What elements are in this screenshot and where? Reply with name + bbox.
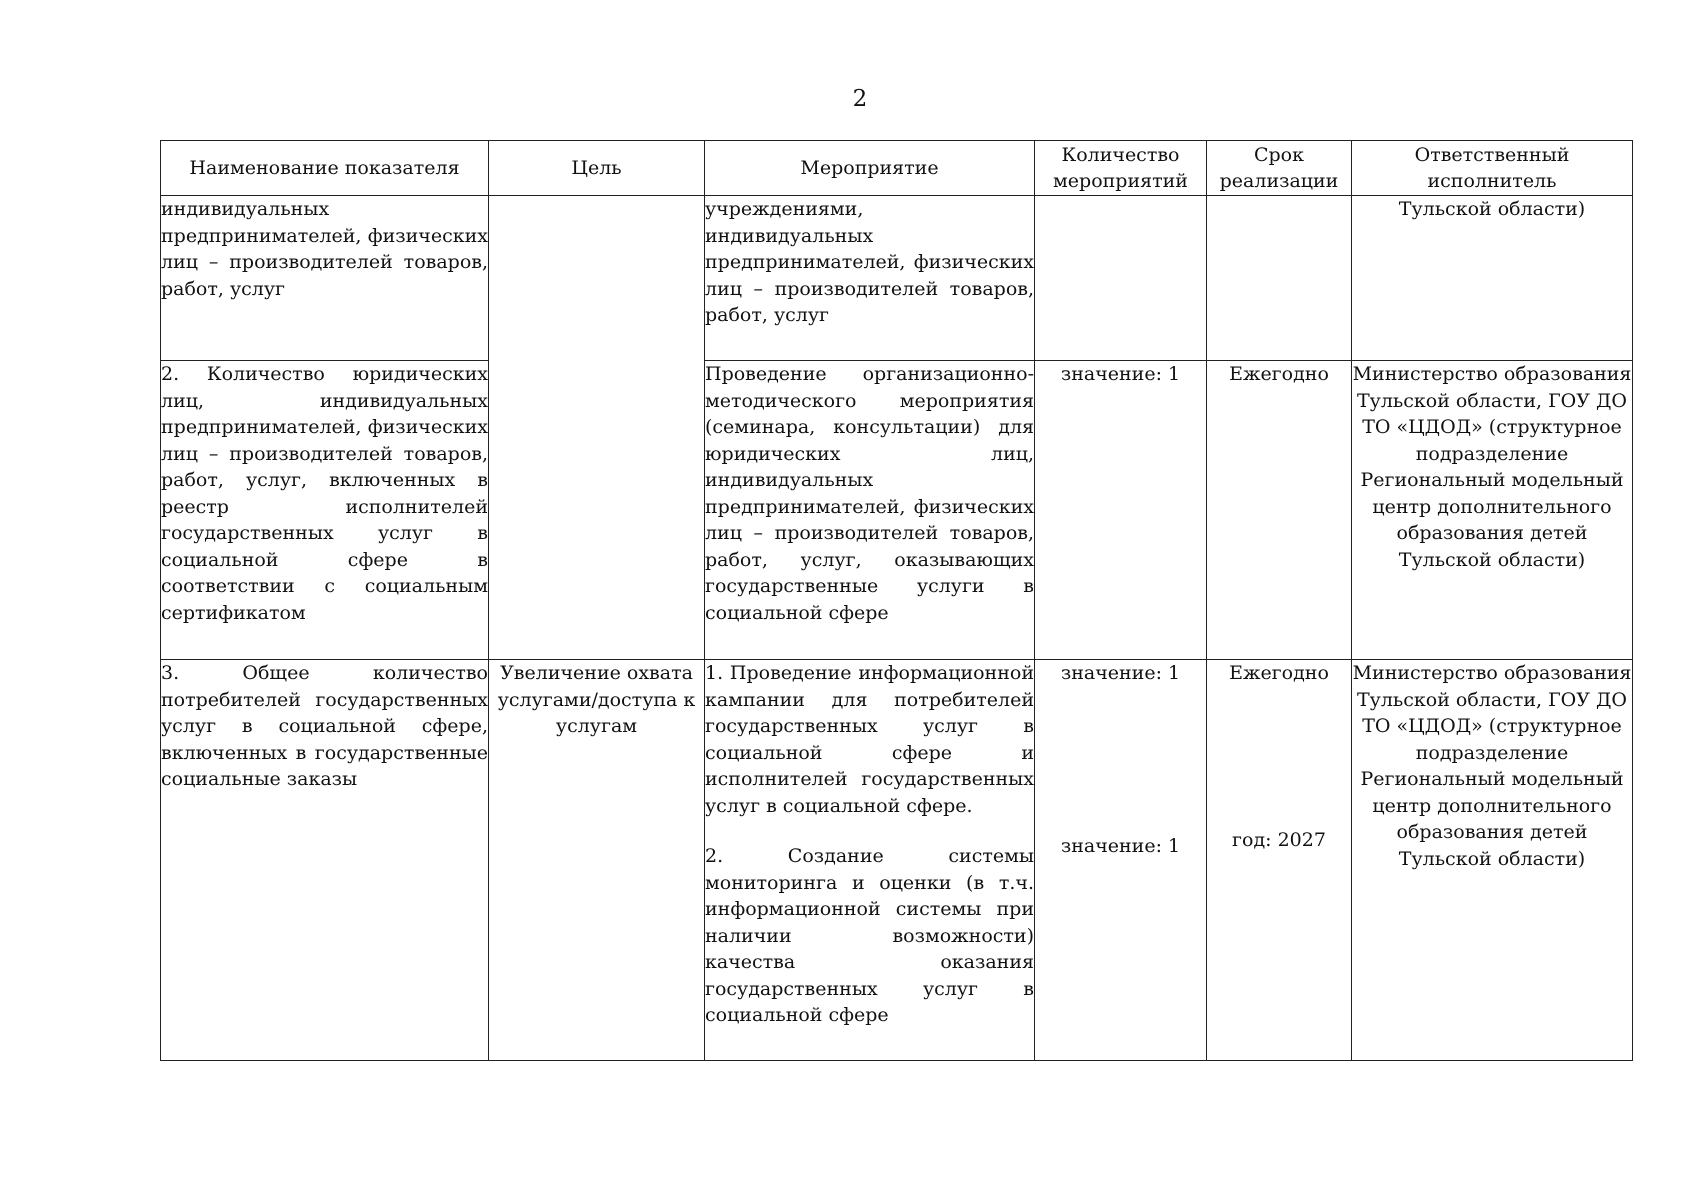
goal-cell: Увеличение охвата услугами/доступа к услугам [489, 660, 705, 1061]
term-item-2: год: 2027 [1232, 828, 1326, 851]
activity-item-2: 2. Создание системы мониторинга и оценки (в т.ч. информационной системы при наличии возможности) качества оказания государственных услуг в социальной сфере [705, 845, 1034, 1026]
term-cell [1207, 660, 1352, 1061]
count-item-1: значение: 1 [1060, 662, 1181, 684]
activity-item-1: 1. Проведение информационной кампании для потребителей государственных услуг в социальной сфере и исполнителей государственных услуг в социальной сфере. [705, 662, 1034, 817]
page-number: 2 [852, 86, 868, 112]
count-cell [1035, 660, 1207, 1061]
header-term: Срок реализации [1207, 141, 1352, 196]
activity-cell: учреждениями, индивидуальных предпринимателей, физических лиц – производителей товаров, работ, услуг [705, 196, 1035, 361]
term-item-1: Ежегодно [1229, 662, 1329, 684]
term-cell [1207, 196, 1352, 361]
table-header-row [161, 141, 1633, 196]
header-responsible: Ответственный исполнитель [1352, 141, 1633, 196]
goal-cell-empty [489, 196, 705, 660]
responsible-cell: Министерство образования Тульской области, ГОУ ДО ТО «ЦДОД» (структурное подразделение Региональный модельный центр дополнительного образования детей Тульской области) [1352, 660, 1633, 1061]
table-row [161, 361, 1633, 660]
activity-cell [705, 660, 1035, 1061]
indicator-cell: 2. Количество юридических лиц, индивидуальных предпринимателей, физических лиц – производителей товаров, работ, услуг, включенных в реестр исполнителей государственных услуг в социальной сфере в соответствии с социальным сертификатом [161, 361, 489, 660]
header-activity: Мероприятие [705, 141, 1035, 196]
indicator-cell: 3. Общее количество потребителей государственных услуг в социальной сфере, включенных в государственные социальные заказы [161, 660, 489, 1061]
count-cell: значение: 1 [1035, 361, 1207, 660]
term-cell: Ежегодно [1207, 361, 1352, 660]
indicators-table [160, 140, 1633, 1061]
count-item-2: значение: 1 [1060, 834, 1181, 857]
responsible-cell: Тульской области) [1352, 196, 1633, 361]
table-row [161, 196, 1633, 361]
header-indicator: Наименование показателя [161, 141, 489, 196]
activity-cell: Проведение организационно-методического мероприятия (семинара, консультации) для юридических лиц, индивидуальных предпринимателей, физических лиц – производителей товаров, работ, услуг, оказывающих государственные услуги в социальной сфере [705, 361, 1035, 660]
indicator-cell: индивидуальных предпринимателей, физических лиц – производителей товаров, работ, услуг [161, 196, 489, 361]
table-row [161, 660, 1633, 1061]
count-cell [1035, 196, 1207, 361]
responsible-cell: Министерство образования Тульской области, ГОУ ДО ТО «ЦДОД» (структурное подразделение Региональный модельный центр дополнительного образования детей Тульской области) [1352, 361, 1633, 660]
header-goal: Цель [489, 141, 705, 196]
header-count: Количество мероприятий [1035, 141, 1207, 196]
